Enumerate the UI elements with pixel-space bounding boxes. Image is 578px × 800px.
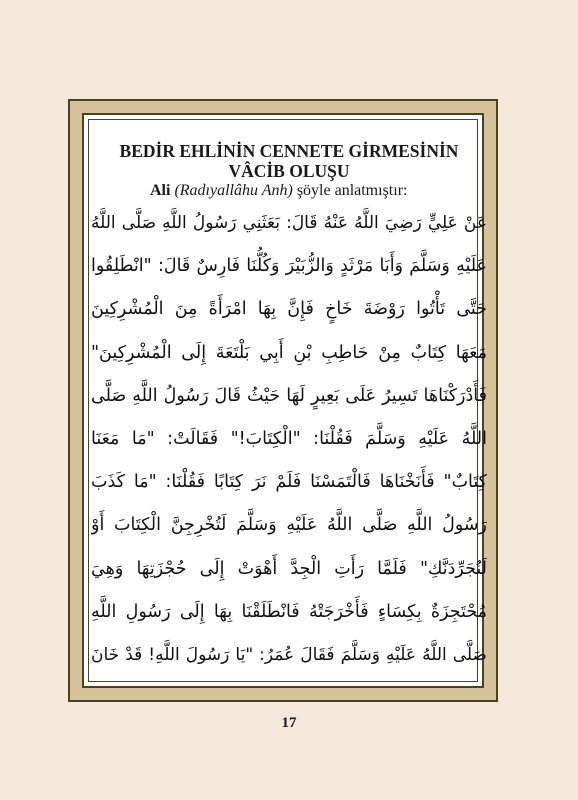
narrator-intro-text: şöyle anlatmıştır:	[296, 182, 408, 199]
chapter-title	[91, 141, 487, 181]
arabic-hadith-text	[91, 202, 487, 677]
arabic-line: عَنْ عَلِيٍّ رَضِيَ اللَّهُ عَنْهُ قَالَ: بَعَثَنِي رَسُولُ اللَّهِ صَلَّى اللَّهُ	[91, 213, 487, 233]
arabic-line: حَتَّى تَأْتُوا رَوْضَةَ خَاخٍ فَإِنَّ بِهَا امْرَأَةً مِنَ الْمُشْرِكِينَ	[91, 299, 487, 320]
narrator-honorific: (Radıyallâhu Anh)	[174, 182, 293, 199]
arabic-line: مَعَهَا كِتَابٌ مِنْ حَاطِبِ بْنِ أَبِي بَلْتَعَةَ إِلَى الْمُشْرِكِينَ"	[91, 342, 487, 363]
arabic-line: رَسُولُ اللَّهِ صَلَّى اللَّهُ عَلَيْهِ وَسَلَّمَ لَتُخْرِجِنَّ الْكِتَابَ أَوْ	[91, 515, 487, 536]
arabic-line: اللَّهُ عَلَيْهِ وَسَلَّمَ فَقُلْنَا: "الْكِتَابَ!" فَقَالَتْ: "مَا مَعَنَا	[91, 428, 487, 449]
page-number: 17	[281, 715, 297, 731]
chapter-title-line-2: VÂCİB OLUŞU	[228, 161, 350, 181]
chapter-title-line-1: BEDİR EHLİNİN CENNETE GİRMESİNİN	[119, 141, 459, 161]
narrator-intro	[91, 181, 487, 200]
arabic-line: عَلَيْهِ وَسَلَّمَ وَأَبَا مَرْثَدٍ وَالزُّبَيْرَ وَكُلُّنَا فَارِسٌ قَالَ: "انْطَلِقُوا	[91, 256, 487, 277]
arabic-line: صَلَّى اللَّهُ عَلَيْهِ وَسَلَّمَ فَقَالَ عُمَرُ: "يَا رَسُولَ اللَّهِ! قَدْ خَانَ	[91, 644, 487, 665]
narrator-name: Ali	[150, 182, 171, 199]
arabic-line: كِتَابٌ" فَأَنَخْنَاهَا فَالْتَمَسْنَا فَلَمْ نَرَ كِتَابًا فَقُلْنَا: "مَا كَذَبَ	[91, 472, 487, 493]
page-content	[91, 141, 487, 677]
arabic-line: مُحْتَجِزَةٌ بِكِسَاءٍ فَأَخْرَجَتْهُ فَانْطَلَقْنَا بِهَا إِلَى رَسُولِ اللَّهِ	[91, 601, 487, 622]
arabic-line: لَنُجَرِّدَنَّكِ" فَلَمَّا رَأَتِ الْجِدَّ أَهْوَتْ إِلَى حُجْزَتِهَا وَهِيَ	[91, 558, 487, 579]
arabic-line: فَأَدْرَكْنَاهَا تَسِيرُ عَلَى بَعِيرٍ لَهَا حَيْثُ قَالَ رَسُولُ اللَّهِ صَلَّى	[91, 385, 487, 406]
